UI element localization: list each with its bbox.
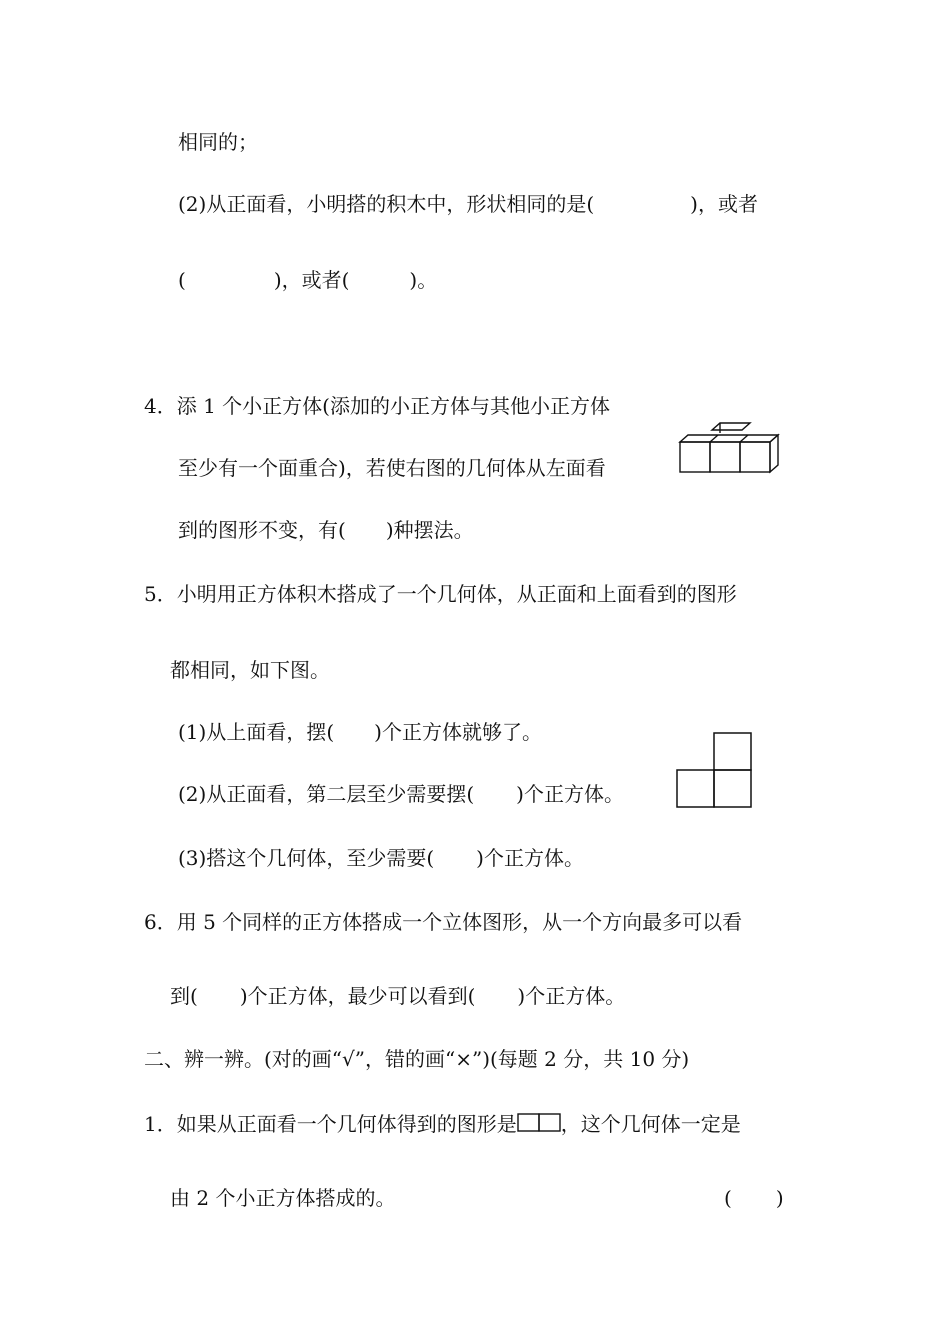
q5-line2: 都相同，如下图。 [170, 658, 330, 682]
q5-sub2 [178, 782, 624, 806]
q5-sub1 [178, 720, 542, 744]
q3-part2-text-e: )。 [409, 268, 438, 292]
q5-sub3-text-a: (3)搭这个几何体，至少需要( [178, 846, 435, 870]
q5-sub2-text-b: )个正方体。 [516, 782, 624, 806]
j1-line1 [144, 1112, 741, 1136]
q5-sub2-text-a: (2)从正面看，第二层至少需要摆( [178, 782, 475, 806]
j1-text-b: ，这个几何体一定是 [560, 1112, 741, 1136]
two-square-icon [517, 1113, 561, 1133]
section2-title: 二、辨一辨。(对的画“√”，错的画“×”)(每题 2 分，共 10 分) [144, 1047, 690, 1071]
q5-sub3 [178, 846, 584, 870]
q3-part2-text-b: )，或者 [690, 192, 758, 216]
q6-text-a: 到( [170, 984, 198, 1008]
q5-sub3-text-b: )个正方体。 [476, 846, 584, 870]
q4-line2: 至少有一个面重合)，若使右图的几何体从左面看 [178, 456, 606, 480]
q4-line1: 4．添 1 个小正方体(添加的小正方体与其他小正方体 [144, 394, 610, 418]
q4-text-b: )种摆法。 [385, 518, 474, 542]
q3-part2-line2 [178, 268, 437, 292]
q6-line2 [170, 984, 625, 1008]
q3-part2-text-a: (2)从正面看，小明搭的积木中，形状相同的是( [178, 192, 595, 216]
q4-cube-figure [676, 420, 780, 478]
q5-sub1-text-a: (1)从上面看，摆( [178, 720, 335, 744]
q6-line1: 6．用 5 个同样的正方体搭成一个立体图形，从一个方向最多可以看 [144, 910, 743, 934]
j1-line2: 由 2 个小正方体搭成的。 [170, 1186, 396, 1210]
j1-answer-open: ( [724, 1186, 732, 1210]
q3-part2-text-d: )，或者( [273, 268, 350, 292]
j1-answer-box[interactable] [724, 1186, 784, 1210]
q5-view-figure [674, 732, 754, 810]
q4-line3 [178, 518, 474, 542]
q3-part2-text-c: ( [178, 268, 186, 292]
q5-sub1-text-b: )个正方体就够了。 [374, 720, 542, 744]
j1-answer-close: ) [775, 1186, 784, 1210]
q3-part2-line1 [178, 192, 758, 216]
q6-text-c: )个正方体。 [517, 984, 626, 1008]
j1-text-a: 1．如果从正面看一个几何体得到的图形是 [144, 1112, 517, 1136]
q5-line1: 5．小明用正方体积木搭成了一个几何体，从正面和上面看到的图形 [144, 582, 737, 606]
q6-text-b: )个正方体，最少可以看到( [239, 984, 476, 1008]
q4-text-a: 到的图形不变，有( [178, 518, 346, 542]
q3-continuation: 相同的； [178, 130, 258, 154]
